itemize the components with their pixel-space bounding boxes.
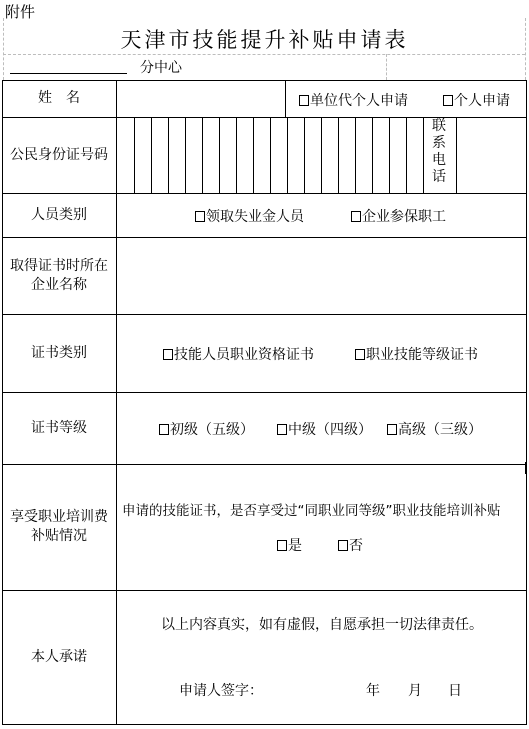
checkbox-level-senior[interactable] <box>387 424 397 435</box>
personnel-category-label: 人员类别 <box>31 206 87 223</box>
guide-line <box>3 54 525 55</box>
checkbox-unemployment[interactable] <box>195 211 205 222</box>
certificate-level-label: 证书等级 <box>31 419 87 436</box>
checkbox-yes[interactable] <box>277 540 287 551</box>
edge-marker <box>525 462 527 474</box>
company-name-label: 取得证书时所在 企业名称 <box>10 257 108 293</box>
option-level-junior[interactable]: 初级（五级） <box>159 419 254 439</box>
option-level-senior[interactable]: 高级（三级） <box>387 419 482 439</box>
option-unemployment[interactable]: 领取失业金人员 <box>195 206 304 226</box>
checkbox-qualification-cert[interactable] <box>163 349 173 360</box>
date-year-label: 年 <box>366 683 380 699</box>
guide-line <box>386 54 387 80</box>
option-yes[interactable]: 是 <box>277 535 302 555</box>
checkbox-level-junior[interactable] <box>159 424 169 435</box>
signature-label: 申请人签字： <box>179 683 263 699</box>
subsidy-question: 申请的技能证书，是否享受过“同职业同等级”职业技能培训补贴 <box>122 503 501 519</box>
contact-phone-label: 联系电话 <box>432 118 446 185</box>
center-name-blank[interactable] <box>10 73 127 74</box>
option-no[interactable]: 否 <box>338 535 363 555</box>
checkbox-skill-level-cert[interactable] <box>355 349 365 360</box>
option-level-middle[interactable]: 中级（四级） <box>277 419 372 439</box>
option-unit-apply[interactable]: 单位代个人申请 <box>299 90 408 110</box>
date-day-label: 日 <box>448 683 462 699</box>
date-month-label: 月 <box>408 683 422 699</box>
form-title: 天津市技能提升补贴申请表 <box>120 28 409 52</box>
name-label: 姓 名 <box>38 90 80 106</box>
center-suffix: 分中心 <box>140 60 182 76</box>
name-input[interactable] <box>117 81 285 117</box>
checkbox-insured-employee[interactable] <box>351 211 361 222</box>
id-number-label: 公民身份证号码 <box>10 146 108 163</box>
option-skill-level-cert[interactable]: 职业技能等级证书 <box>355 344 478 364</box>
training-subsidy-label: 享受职业培训费 补贴情况 <box>10 509 108 544</box>
checkbox-no[interactable] <box>338 540 348 551</box>
checkbox-level-middle[interactable] <box>277 424 287 435</box>
pledge-label: 本人承诺 <box>31 648 87 665</box>
signature-field[interactable] <box>262 676 357 700</box>
checkbox-unit-apply[interactable] <box>299 95 309 106</box>
company-name-input[interactable] <box>117 238 526 314</box>
attachment-label: 附件 <box>5 3 36 21</box>
pledge-statement: 以上内容真实，如有虚假，自愿承担一切法律责任。 <box>161 617 483 633</box>
checkbox-personal-apply[interactable] <box>443 95 453 106</box>
certificate-type-label: 证书类别 <box>31 344 87 361</box>
id-number-cells[interactable] <box>117 118 423 193</box>
option-qualification-cert[interactable]: 技能人员职业资格证书 <box>163 344 314 364</box>
option-personal-apply[interactable]: 个人申请 <box>443 90 510 110</box>
contact-phone-input[interactable] <box>457 118 525 193</box>
option-insured-employee[interactable]: 企业参保职工 <box>351 206 446 226</box>
